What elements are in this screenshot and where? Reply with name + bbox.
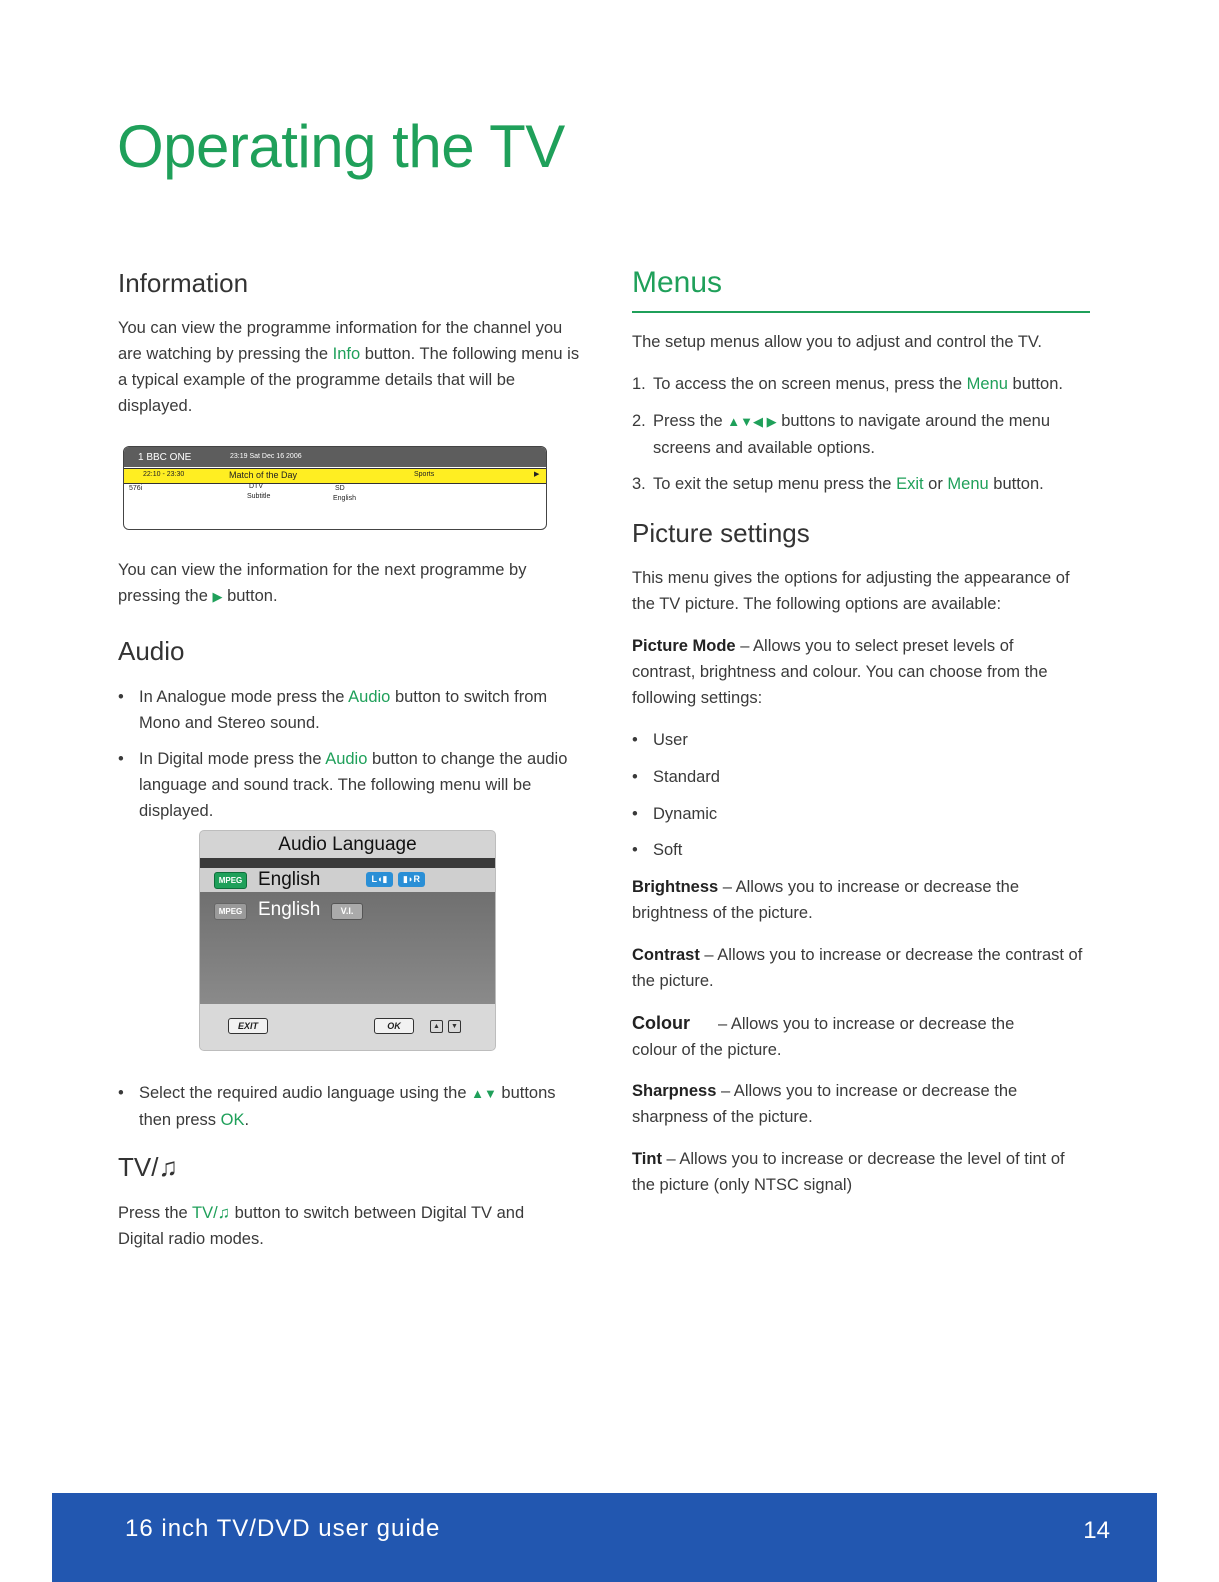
picture-mode-user: • User (632, 731, 688, 749)
menu-key: Menu (947, 475, 989, 493)
up-down-arrows-icon: ▲▼ (471, 1086, 497, 1101)
audio-heading: Audio (118, 636, 185, 666)
ok-button[interactable]: OK (374, 1018, 414, 1034)
osd-definition: SD (335, 485, 345, 492)
brightness-paragraph: Brightness – Allows you to increase or decrease the brightness of the picture. (632, 878, 1020, 922)
information-heading: Information (118, 268, 249, 298)
tv-radio-paragraph: Press the TV/♫ button to switch between Digital TV and Digital radio modes. (118, 1204, 525, 1248)
tint-label: Tint (632, 1150, 662, 1168)
menus-step-2: 2. Press the ▲▼◀ ▶ buttons to navigate around the menu screens and available options. (632, 408, 1093, 461)
next-programme-paragraph: You can view the information for the next programme by pressing the ▶ button. (118, 557, 588, 610)
picture-mode-paragraph: Picture Mode – Allows you to select preset levels of contrast, brightness and colour. You can choose from the following settings: (632, 637, 1048, 707)
exit-key: Exit (896, 475, 924, 493)
tint-paragraph: Tint – Allows you to increase or decrease the level of tint of the picture (only NTSC signal) (632, 1150, 1065, 1194)
sharpness-paragraph: Sharpness – Allows you to increase or decrease the sharpness of the picture. (632, 1082, 1018, 1126)
visually-impaired-badge: V.I. (331, 903, 363, 920)
navigation-arrows-icon: ▲▼◀ ▶ (727, 414, 777, 429)
music-note-icon: ♫ (158, 1152, 178, 1182)
menus-step-3: 3. To exit the setup menu press the Exit or Menu button. (632, 475, 1044, 493)
page-number: 14 (1083, 1517, 1110, 1544)
osd-datetime: 23:19 Sat Dec 16 2006 (230, 453, 302, 460)
exit-button[interactable]: EXIT (228, 1018, 268, 1034)
info-key: Info (332, 345, 361, 363)
colour-paragraph: Colour – Allows you to increase or decrease the colour of the picture. (632, 1013, 1015, 1059)
menus-divider (632, 311, 1090, 313)
osd-resolution: 576i (129, 485, 143, 492)
audio-language-option[interactable]: English (258, 899, 321, 920)
information-paragraph: You can view the programme information for the channel you are watching by pressing the Info button. The following menu is a typical example of the programme details that will be displayed. (118, 319, 580, 415)
osd-tv-type: DTV (249, 483, 263, 490)
picture-mode-standard: • Standard (632, 768, 720, 786)
right-speaker-icon: ▮◗R (398, 872, 425, 887)
menus-step-1: 1. To access the on screen menus, press the Menu button. (632, 375, 1063, 393)
osd-time-range: 22:10 - 23:30 (143, 471, 185, 478)
tv-radio-key: TV/♫ (191, 1204, 231, 1222)
music-note-icon: ♫ (217, 1204, 231, 1222)
osd-language: English (333, 495, 356, 502)
footer-title: 16 inch TV/DVD user guide (125, 1515, 441, 1542)
osd-channel: 1 BBC ONE (138, 452, 192, 463)
picture-intro: This menu gives the options for adjusting the appearance of the TV picture. The following options are available: (632, 569, 1070, 613)
picture-mode-dynamic: • Dynamic (632, 805, 718, 823)
menu-key: Menu (966, 375, 1008, 393)
audio-bullet-analogue: • In Analogue mode press the Audio button to switch from Mono and Stereo sound. (118, 688, 548, 732)
left-speaker-icon: L◖▮ (366, 872, 393, 887)
audio-bullet-digital: • In Digital mode press the Audio button to change the audio language and sound track. The following menu will be displayed. (118, 750, 568, 820)
audio-key: Audio (325, 750, 368, 768)
contrast-label: Contrast (632, 946, 700, 964)
brightness-label: Brightness (632, 878, 719, 896)
up-arrow-icon[interactable]: ▲ (430, 1020, 443, 1033)
programme-info-osd (123, 446, 547, 530)
audio-language-title: Audio Language (278, 834, 417, 855)
colour-label: Colour (632, 1013, 690, 1033)
audio-language-option: English (258, 869, 321, 890)
menus-heading: Menus (632, 266, 723, 299)
osd-programme: Match of the Day (229, 470, 298, 480)
sharpness-label: Sharpness (632, 1082, 717, 1100)
contrast-paragraph: Contrast – Allows you to increase or decrease the contrast of the picture. (632, 946, 1083, 990)
ok-key: OK (220, 1111, 245, 1129)
mpeg-badge: MPEG (214, 872, 247, 889)
picture-settings-heading: Picture settings (632, 518, 810, 548)
audio-language-menu (199, 830, 496, 1051)
picture-mode-soft: • Soft (632, 841, 683, 859)
osd-genre: Sports (414, 471, 435, 478)
audio-bullet-select: • Select the required audio language using the ▲▼ buttons then press OK. (118, 1080, 591, 1133)
osd-next-arrow-icon: ▶ (534, 471, 540, 478)
right-arrow-icon: ▶ (212, 589, 223, 604)
down-arrow-icon[interactable]: ▼ (448, 1020, 461, 1033)
audio-key: Audio (348, 688, 391, 706)
mpeg-badge: MPEG (214, 903, 247, 920)
page-title: Operating the TV (117, 113, 565, 180)
tv-radio-heading: TV/♫ (118, 1152, 178, 1182)
menus-intro: The setup menus allow you to adjust and control the TV. (632, 333, 1043, 351)
osd-subtitle: Subtitle (247, 493, 271, 500)
picture-mode-label: Picture Mode (632, 637, 736, 655)
page-footer (52, 1493, 1157, 1582)
